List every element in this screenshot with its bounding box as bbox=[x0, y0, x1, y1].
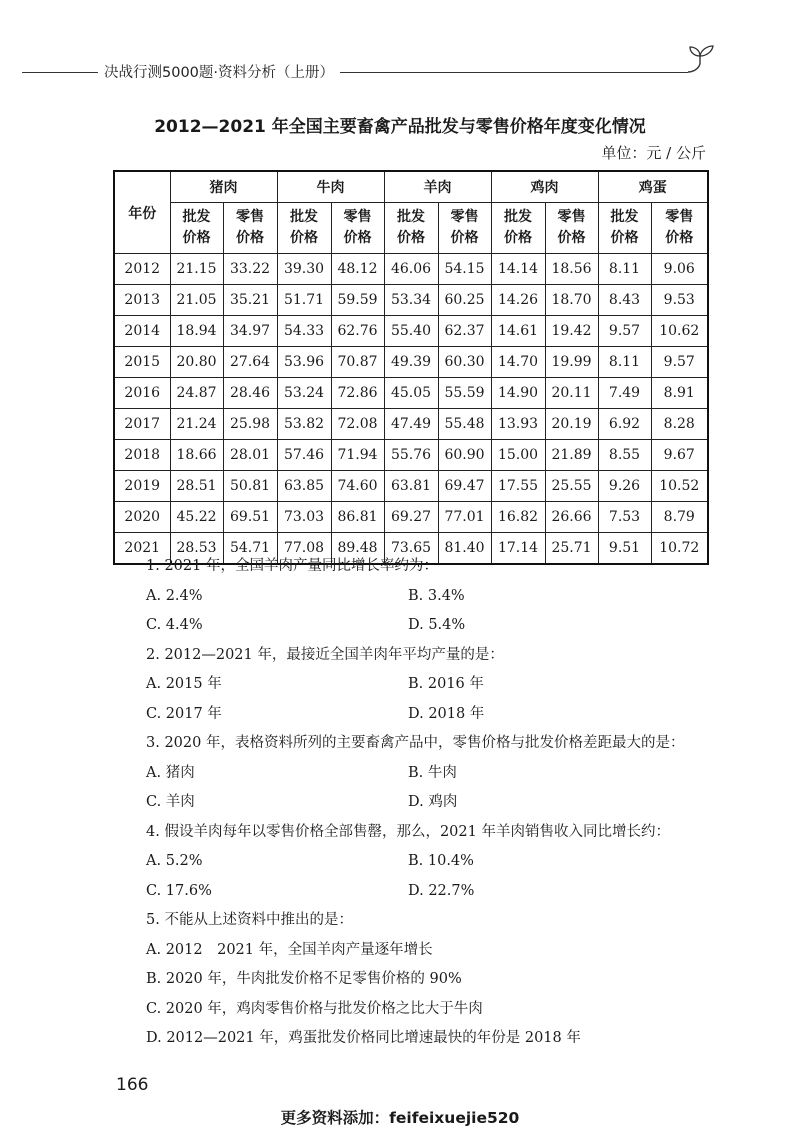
price-cell: 89.48 bbox=[331, 533, 384, 565]
answer-option: C. 羊肉 bbox=[146, 794, 195, 810]
price-cell: 9.57 bbox=[598, 316, 651, 347]
price-cell: 53.96 bbox=[277, 347, 331, 378]
option-row bbox=[146, 670, 726, 700]
price-cell: 70.87 bbox=[331, 347, 384, 378]
table-group-header-row bbox=[114, 171, 708, 203]
page-number: 166 bbox=[116, 1075, 149, 1095]
retail-price-header: 零售 价格 bbox=[651, 203, 708, 254]
price-cell: 8.28 bbox=[651, 409, 708, 440]
answer-option: B. 2020 年，牛肉批发价格不足零售价格的 90% bbox=[146, 971, 462, 987]
answer-option: A. 5.2% bbox=[146, 853, 203, 869]
answer-option: D. 2018 年 bbox=[408, 705, 485, 722]
price-cell: 13.93 bbox=[491, 409, 545, 440]
price-cell: 14.14 bbox=[491, 254, 545, 285]
header-rule-left bbox=[22, 72, 98, 73]
table-row bbox=[114, 378, 708, 409]
price-cell: 8.79 bbox=[651, 502, 708, 533]
price-cell: 55.76 bbox=[384, 440, 438, 471]
price-cell: 59.59 bbox=[331, 285, 384, 316]
price-cell: 17.14 bbox=[491, 533, 545, 565]
wholesale-price-header: 批发 价格 bbox=[277, 203, 331, 254]
answer-option: B. 10.4% bbox=[408, 853, 474, 869]
table-unit: 单位：元 / 公斤 bbox=[601, 144, 706, 162]
price-cell: 46.06 bbox=[384, 254, 438, 285]
price-cell: 69.51 bbox=[223, 502, 277, 533]
price-cell: 28.51 bbox=[170, 471, 223, 502]
price-cell: 7.49 bbox=[598, 378, 651, 409]
price-cell: 20.80 bbox=[170, 347, 223, 378]
price-cell: 8.55 bbox=[598, 440, 651, 471]
group-header: 牛肉 bbox=[277, 171, 384, 203]
price-cell: 27.64 bbox=[223, 347, 277, 378]
price-cell: 8.43 bbox=[598, 285, 651, 316]
option-row bbox=[146, 877, 726, 907]
table-row bbox=[114, 440, 708, 471]
price-cell: 77.01 bbox=[438, 502, 491, 533]
price-cell: 21.15 bbox=[170, 254, 223, 285]
price-cell: 19.99 bbox=[545, 347, 598, 378]
footer-note: 更多资料添加：feifeixuejie520 bbox=[280, 1109, 520, 1127]
option-row bbox=[146, 759, 726, 789]
price-cell: 71.94 bbox=[331, 440, 384, 471]
year-cell: 2018 bbox=[114, 440, 170, 471]
price-cell: 9.51 bbox=[598, 533, 651, 565]
price-cell: 9.67 bbox=[651, 440, 708, 471]
price-cell: 72.08 bbox=[331, 409, 384, 440]
price-cell: 8.91 bbox=[651, 378, 708, 409]
year-cell: 2021 bbox=[114, 533, 170, 565]
price-cell: 21.89 bbox=[545, 440, 598, 471]
price-cell: 25.55 bbox=[545, 471, 598, 502]
table-row bbox=[114, 316, 708, 347]
question-stem: 3. 2020 年，表格资料所列的主要畜禽产品中，零售价格与批发价格差距最大的是： bbox=[146, 735, 685, 751]
table-row bbox=[114, 409, 708, 440]
price-cell: 18.66 bbox=[170, 440, 223, 471]
answer-option: B. 3.4% bbox=[408, 587, 465, 604]
price-cell: 14.90 bbox=[491, 378, 545, 409]
price-cell: 24.87 bbox=[170, 378, 223, 409]
wholesale-price-header: 批发 价格 bbox=[384, 203, 438, 254]
price-cell: 74.60 bbox=[331, 471, 384, 502]
price-cell: 62.76 bbox=[331, 316, 384, 347]
price-cell: 15.00 bbox=[491, 440, 545, 471]
price-cell: 63.81 bbox=[384, 471, 438, 502]
answer-option: A. 2012 2021 年，全国羊肉产量逐年增长 bbox=[146, 941, 433, 958]
price-cell: 7.53 bbox=[598, 502, 651, 533]
question-stem: 5. 不能从上述资料中推出的是： bbox=[146, 912, 353, 928]
sprout-icon bbox=[682, 42, 718, 82]
price-cell: 18.70 bbox=[545, 285, 598, 316]
question-list bbox=[146, 552, 726, 1054]
price-cell: 60.30 bbox=[438, 347, 491, 378]
price-cell: 51.71 bbox=[277, 285, 331, 316]
table-row bbox=[114, 502, 708, 533]
answer-option: D. 2012—2021 年，鸡蛋批发价格同比增速最快的年份是 2018 年 bbox=[146, 1030, 581, 1046]
year-cell: 2014 bbox=[114, 316, 170, 347]
price-cell: 60.90 bbox=[438, 440, 491, 471]
price-cell: 39.30 bbox=[277, 254, 331, 285]
price-cell: 69.47 bbox=[438, 471, 491, 502]
price-cell: 17.55 bbox=[491, 471, 545, 502]
price-cell: 35.21 bbox=[223, 285, 277, 316]
price-cell: 53.24 bbox=[277, 378, 331, 409]
year-cell: 2017 bbox=[114, 409, 170, 440]
table-sub-header-row bbox=[114, 203, 708, 254]
price-cell: 50.81 bbox=[223, 471, 277, 502]
year-cell: 2015 bbox=[114, 347, 170, 378]
price-cell: 26.66 bbox=[545, 502, 598, 533]
price-table bbox=[113, 170, 709, 565]
year-cell: 2020 bbox=[114, 502, 170, 533]
retail-price-header: 零售 价格 bbox=[438, 203, 491, 254]
question-stem: 1. 2021 年，全国羊肉产量同比增长率约为： bbox=[146, 558, 438, 574]
answer-option: A. 猪肉 bbox=[146, 764, 195, 781]
price-cell: 55.48 bbox=[438, 409, 491, 440]
price-cell: 14.70 bbox=[491, 347, 545, 378]
price-cell: 33.22 bbox=[223, 254, 277, 285]
table-title: 2012—2021 年全国主要畜禽产品批发与零售价格年度变化情况 bbox=[154, 117, 646, 137]
book-title: 决战行测5000题·资料分析（上册） bbox=[104, 65, 335, 81]
table-row bbox=[114, 285, 708, 316]
price-cell: 53.34 bbox=[384, 285, 438, 316]
price-cell: 54.15 bbox=[438, 254, 491, 285]
year-cell: 2016 bbox=[114, 378, 170, 409]
price-cell: 63.85 bbox=[277, 471, 331, 502]
answer-option: B. 牛肉 bbox=[408, 764, 457, 781]
answer-option: D. 鸡肉 bbox=[408, 794, 458, 810]
table-row bbox=[114, 347, 708, 378]
price-cell: 55.40 bbox=[384, 316, 438, 347]
price-cell: 47.49 bbox=[384, 409, 438, 440]
option-row bbox=[146, 582, 726, 612]
price-cell: 69.27 bbox=[384, 502, 438, 533]
wholesale-price-header: 批发 价格 bbox=[170, 203, 223, 254]
price-cell: 54.71 bbox=[223, 533, 277, 565]
retail-price-header: 零售 价格 bbox=[545, 203, 598, 254]
price-cell: 25.98 bbox=[223, 409, 277, 440]
wholesale-price-header: 批发 价格 bbox=[491, 203, 545, 254]
price-cell: 28.46 bbox=[223, 378, 277, 409]
answer-option: C. 2017 年 bbox=[146, 705, 222, 722]
group-header: 猪肉 bbox=[170, 171, 277, 203]
answer-option: A. 2.4% bbox=[146, 587, 203, 604]
price-cell: 9.53 bbox=[651, 285, 708, 316]
answer-option: C. 17.6% bbox=[146, 882, 212, 899]
year-cell: 2019 bbox=[114, 471, 170, 502]
price-cell: 73.65 bbox=[384, 533, 438, 565]
price-cell: 18.56 bbox=[545, 254, 598, 285]
answer-option: C. 4.4% bbox=[146, 617, 203, 633]
price-cell: 14.61 bbox=[491, 316, 545, 347]
price-cell: 45.05 bbox=[384, 378, 438, 409]
price-cell: 9.26 bbox=[598, 471, 651, 502]
price-cell: 60.25 bbox=[438, 285, 491, 316]
price-cell: 14.26 bbox=[491, 285, 545, 316]
group-header: 鸡肉 bbox=[491, 171, 598, 203]
price-cell: 18.94 bbox=[170, 316, 223, 347]
price-cell: 72.86 bbox=[331, 378, 384, 409]
price-cell: 10.72 bbox=[651, 533, 708, 565]
answer-option: B. 2016 年 bbox=[408, 676, 484, 692]
year-cell: 2013 bbox=[114, 285, 170, 316]
retail-price-header: 零售 价格 bbox=[331, 203, 384, 254]
header-rule-right bbox=[340, 72, 688, 73]
price-cell: 10.52 bbox=[651, 471, 708, 502]
price-cell: 25.71 bbox=[545, 533, 598, 565]
price-cell: 9.57 bbox=[651, 347, 708, 378]
price-cell: 10.62 bbox=[651, 316, 708, 347]
price-cell: 55.59 bbox=[438, 378, 491, 409]
price-cell: 6.92 bbox=[598, 409, 651, 440]
price-cell: 28.01 bbox=[223, 440, 277, 471]
price-cell: 8.11 bbox=[598, 347, 651, 378]
option-row bbox=[146, 788, 726, 818]
price-cell: 16.82 bbox=[491, 502, 545, 533]
price-cell: 21.05 bbox=[170, 285, 223, 316]
price-cell: 21.24 bbox=[170, 409, 223, 440]
price-cell: 57.46 bbox=[277, 440, 331, 471]
price-cell: 48.12 bbox=[331, 254, 384, 285]
group-header: 羊肉 bbox=[384, 171, 491, 203]
table-row bbox=[114, 471, 708, 502]
option-row bbox=[146, 611, 726, 641]
group-header: 鸡蛋 bbox=[598, 171, 708, 203]
wholesale-price-header: 批发 价格 bbox=[598, 203, 651, 254]
answer-option: D. 22.7% bbox=[408, 882, 475, 899]
question-stem: 4. 假设羊肉每年以零售价格全部售罄，那么，2021 年羊肉销售收入同比增长约： bbox=[146, 823, 670, 840]
price-cell: 9.06 bbox=[651, 254, 708, 285]
answer-option: C. 2020 年，鸡肉零售价格与批发价格之比大于牛肉 bbox=[146, 1000, 483, 1017]
price-cell: 28.53 bbox=[170, 533, 223, 565]
option-row bbox=[146, 700, 726, 730]
retail-price-header: 零售 价格 bbox=[223, 203, 277, 254]
price-cell: 86.81 bbox=[331, 502, 384, 533]
price-cell: 77.08 bbox=[277, 533, 331, 565]
table-row bbox=[114, 254, 708, 285]
answer-option: A. 2015 年 bbox=[146, 676, 222, 692]
price-cell: 19.42 bbox=[545, 316, 598, 347]
price-cell: 45.22 bbox=[170, 502, 223, 533]
running-header bbox=[0, 58, 800, 88]
price-cell: 73.03 bbox=[277, 502, 331, 533]
table-body bbox=[114, 254, 708, 565]
question-stem: 2. 2012—2021 年，最接近全国羊肉年平均产量的是： bbox=[146, 646, 504, 663]
price-cell: 81.40 bbox=[438, 533, 491, 565]
price-cell: 8.11 bbox=[598, 254, 651, 285]
price-cell: 53.82 bbox=[277, 409, 331, 440]
option-row bbox=[146, 847, 726, 877]
price-cell: 20.11 bbox=[545, 378, 598, 409]
year-cell: 2012 bbox=[114, 254, 170, 285]
price-cell: 49.39 bbox=[384, 347, 438, 378]
year-column-header: 年份 bbox=[114, 171, 170, 254]
answer-option: D. 5.4% bbox=[408, 617, 466, 633]
price-cell: 34.97 bbox=[223, 316, 277, 347]
price-cell: 20.19 bbox=[545, 409, 598, 440]
price-cell: 54.33 bbox=[277, 316, 331, 347]
price-cell: 62.37 bbox=[438, 316, 491, 347]
